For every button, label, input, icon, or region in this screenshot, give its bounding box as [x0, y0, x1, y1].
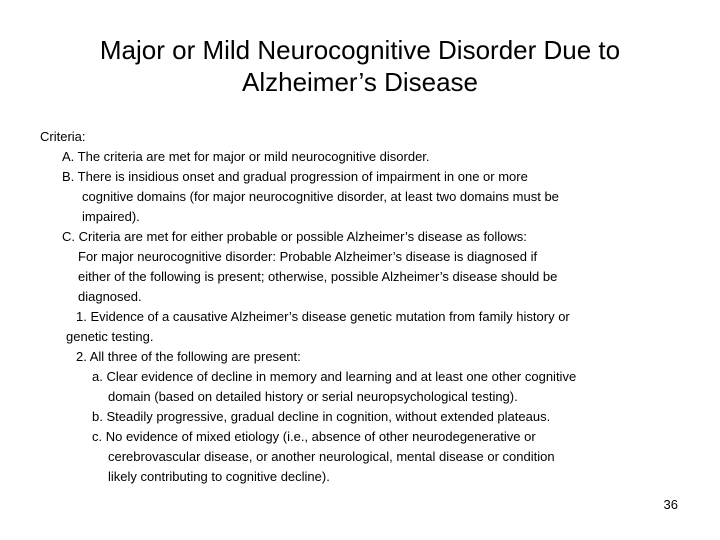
item-2c-cont: likely contributing to cognitive decline). [108, 469, 330, 484]
item-2: 2. All three of the following are present: [76, 349, 301, 364]
criterion-a: A. The criteria are met for major or mild neurocognitive disorder. [62, 149, 430, 164]
item-2c-cont: cerebrovascular disease, or another neurological, mental disease or condition [108, 449, 555, 464]
criteria-heading: Criteria: [40, 129, 86, 144]
criterion-b-cont: cognitive domains (for major neurocognitive disorder, at least two domains must be [82, 189, 559, 204]
criterion-b-cont: impaired). [82, 209, 140, 224]
item-2a: a. Clear evidence of decline in memory and learning and at least one other cognitive [92, 369, 577, 384]
slide-title: Major or Mild Neurocognitive Disorder Due to Alzheimer’s Disease [99, 35, 621, 97]
criterion-c: C. Criteria are met for either probable or possible Alzheimer’s disease as follows: [62, 229, 527, 244]
criteria-body [40, 127, 680, 487]
major-ncd-text: For major neurocognitive disorder: Probable Alzheimer’s disease is diagnosed if [78, 249, 538, 264]
item-2c: c. No evidence of mixed etiology (i.e., absence of other neurodegenerative or [92, 429, 536, 444]
criterion-b: B. There is insidious onset and gradual progression of impairment in one or more [62, 169, 528, 184]
item-2b: b. Steadily progressive, gradual decline in cognition, without extended plateaus. [92, 409, 551, 424]
item-1: 1. Evidence of a causative Alzheimer’s disease genetic mutation from family history or [76, 309, 570, 324]
item-2a-cont: domain (based on detailed history or serial neuropsychological testing). [108, 389, 518, 404]
page-number: 36 [663, 497, 678, 512]
item-1-cont: genetic testing. [66, 329, 154, 344]
major-ncd-text-cont: either of the following is present; otherwise, possible Alzheimer’s disease should be [78, 269, 558, 284]
major-ncd-text-cont: diagnosed. [78, 289, 142, 304]
